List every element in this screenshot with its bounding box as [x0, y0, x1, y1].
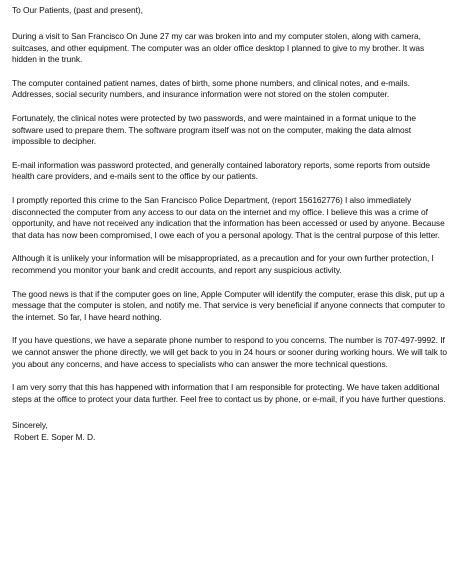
letter-document [12, 5, 448, 444]
signature-name: Robert E. Soper M. D. [14, 431, 96, 442]
paragraph-good-news: The good news is that if the computer goes on line, Apple Computer will identify the computer, erase this disk, put up a message that the computer is stolen, and notify me. That service is very beneficial if anyone connects that computer to the internet. So far, I have heard nothing. [12, 288, 445, 323]
paragraph-data-contents: The computer contained patient names, dates of birth, some phone numbers, and clinical notes, and e-mails. Addresses, social security numbers, and insurance information were not stored on the stolen computer. [12, 77, 410, 100]
paragraph-theft: During a visit to San Francisco On June 27 my car was broken into and my computer stolen, along with camera, suitcases, and other equipment. The computer was an older office desktop I planned to give to my brother. It was hidden in the trunk. [12, 30, 425, 65]
paragraph-clinical-notes: Fortunately, the clinical notes were protected by two passwords, and were maintained in a format unique to the software used to prepare them. The software program itself was not on the computer, making the data almost impossible to decipher. [12, 112, 417, 147]
letter-closing [12, 420, 448, 444]
letter-salutation: To Our Patients, (past and present), [12, 5, 143, 15]
closing-text: Sincerely, [12, 419, 48, 430]
paragraph-questions: If you have questions, we have a separate phone number to respond to you concerns. The number is 707-497-9992. If we cannot answer the phone directly, we will get back to you in 24 hours or sooner during working hours. We will talk to you about any concerns, and have access to specialists who can answer the more technical questions. [12, 335, 448, 370]
paragraph-email-info: E-mail information was password protected, and generally contained laboratory reports, some reports from outside health care providers, and e-mails sent to the office by our patients. [12, 159, 431, 182]
paragraph-precaution: Although it is unlikely your information will be misappropriated, as a precaution and for your own further protection, I recommend you monitor your bank and credit accounts, and report any suspicious activity. [12, 253, 434, 276]
paragraph-police-report: I promptly reported this crime to the San Francisco Police Department, (report 156162776) I also immediately disconnected the computer from any access to our data on the internet and my office. I believe this was a crime of opportunity, and have not received any indication that the information has been accessed or used by anyone. Because that data has now been compromised, I owe each of you a personal apology. That is the central purpose of this letter. [12, 194, 445, 241]
paragraph-apology: I am very sorry that this has happened with information that I am responsible for protecting. We have taken additional steps at the office to protect your data further. Feel free to contact us by phone, or e-mail, if you have further questions. [12, 382, 446, 405]
